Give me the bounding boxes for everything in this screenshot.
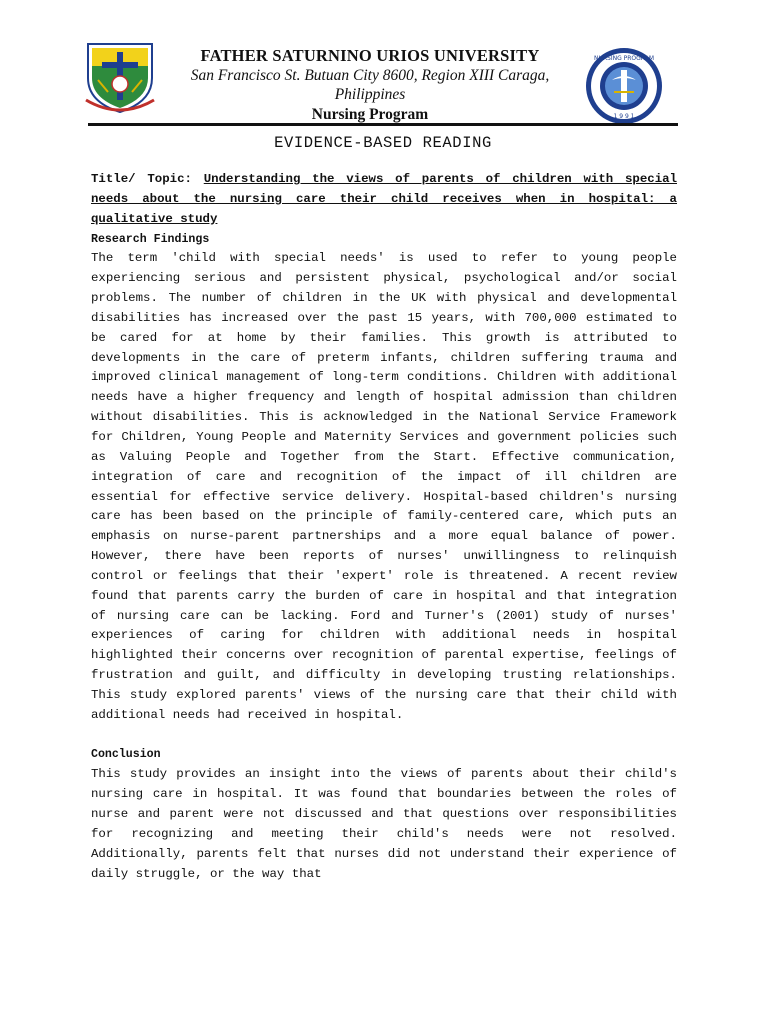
letterhead [160, 46, 580, 126]
research-findings-body: The term 'child with special needs' is used to refer to young people experiencing serious and persistent physical, psychological and/or social problems. The number of children in the UK with physical and developmental disabilities has increased over the past 15 years, with 700,000 estimated to be cared for at home by their families. This growth is attributed to developments in the care of preterm infants, children suffering trauma and improved clinical management of long-term conditions. Children with additional needs have a higher frequency and length of hospital admission than children without disabilities. This is acknowledged in the National Service Framework for Children, Young People and Maternity Services and government policies such as Valuing People and Together from the Start. Effective communication, integration of care and recognition of the impact of ill children are essential for effective service delivery. Hospital-based children's nursing care has been based on the principle of family-centered care, which puts an emphasis on nurse-parent partnerships and a more equal balance of power. However, there have been reports of nurses' unwillingness to relinquish control or feelings that their 'expert' role is threatened. A recent review found that parents carry the burden of care in hospital and that integration of nursing care can be lacking. Ford and Turner's (2001) study of nurses' experiences of caring for children with additional needs in hospital highlighted their concerns over recognition of parental expertise, feelings of frustration and guilt, and difficulty in developing trusting relationships. This study explored parents' views of the nursing care that their child with additional needs had received in hospital. [91, 251, 677, 722]
research-findings-heading: Research Findings [91, 232, 210, 246]
university-seal-icon [84, 40, 156, 114]
section-spacer [91, 726, 677, 746]
document-title: EVIDENCE-BASED READING [274, 134, 492, 152]
address-line-2: Philippines [334, 86, 406, 103]
header-divider [88, 123, 678, 126]
seal-top-text: NURSING PROGRAM [593, 55, 655, 62]
topic-title: Understanding the views of parents of children with special needs about the nursing care their child receives when in hospital: a qualitative study [91, 172, 677, 226]
seal-year-text: 1 9 9 1 [613, 113, 635, 120]
nursing-program-seal-icon [584, 46, 664, 126]
document-body [91, 170, 677, 884]
topic-label: Title/ Topic: [91, 172, 192, 186]
topic-paragraph [91, 170, 677, 230]
address-line-1: San Francisco St. Butuan City 8600, Region XIII Caraga, [190, 67, 550, 84]
conclusion-heading: Conclusion [91, 748, 161, 762]
program-name: Nursing Program [311, 106, 429, 123]
university-name: FATHER SATURNINO URIOS UNIVERSITY [200, 46, 540, 65]
conclusion-body: This study provides an insight into the views of parents about their child's nursing care in hospital. It was found that boundaries between the roles of nurse and parent were not discussed and that questions over responsibilities for recognizing and meeting their child's needs were not resolved. Additionally, parents felt that nurses did not understand their experience of daily struggle, or the way that [91, 767, 677, 881]
